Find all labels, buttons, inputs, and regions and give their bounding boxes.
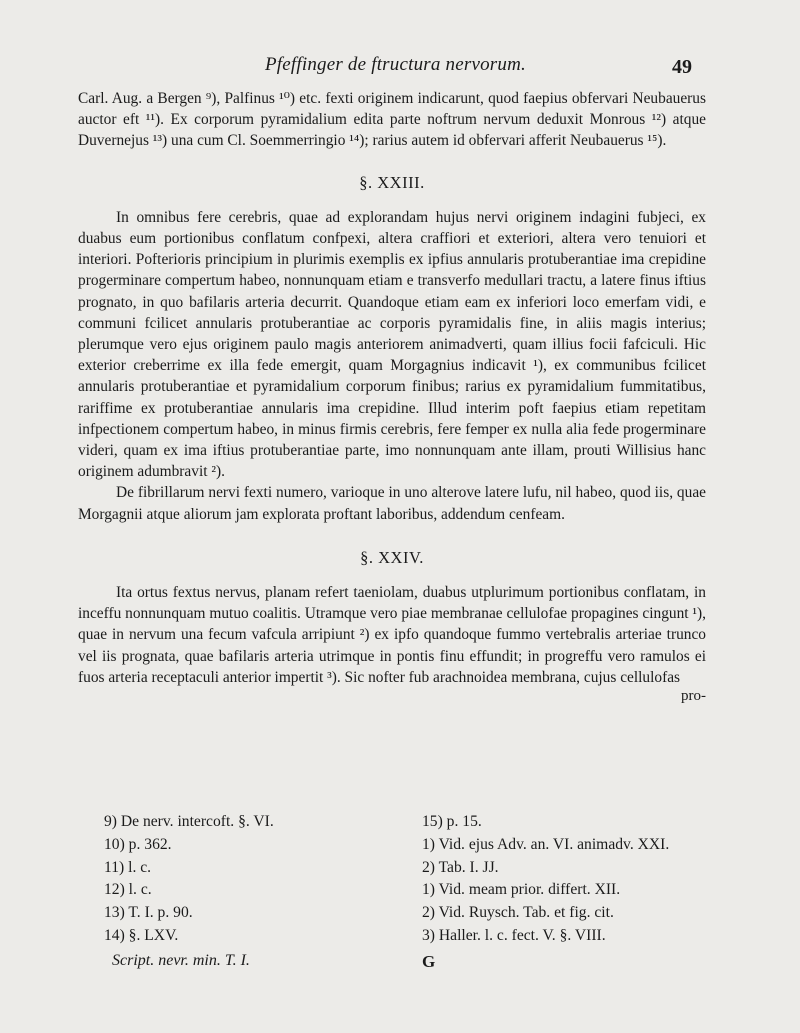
footnote: 1) Vid. meam prior. differt. XII. [422, 881, 621, 899]
section-title-23: §. XXIII. [359, 172, 425, 192]
page-header [0, 52, 800, 82]
footnote: 2) Tab. I. JJ. [422, 858, 499, 876]
footnote: 1) Vid. ejus Adv. an. VI. animadv. XXI. [422, 835, 670, 853]
footnote: 13) T. I. p. 90. [104, 904, 193, 922]
footnote: 15) p. 15. [422, 813, 482, 830]
section-24-paragraph-1: Ita ortus fextus nervus, planam refert taeniolam, duabus utplurimum portionibus conflatam, in inceffu nonnunquam mutuo coalitis. Utramque vero piae membranae cellulofae propagines cingunt ¹), quae in nervum una fecum vafcula arripiunt ²) ex ipfo quandoque fummo vertebralis arteriae trunco vel iis prognata, quae bafilaris arteria utrimque in pontis finu effundit; in progreffu vero ramulos ei fuos arteria receptaculi anterior impertit ³). Sic nofter fub arachnoidea membrana, cujus cellulofas [78, 584, 706, 686]
footnote: 14) §. LXV. [104, 926, 179, 944]
sheet-mark: G [422, 952, 436, 971]
catchword: pro- [681, 688, 706, 705]
signature-line: Script. nevr. min. T. I. [112, 952, 250, 969]
section-title-24: §. XXIV. [360, 547, 424, 567]
footnote: 9) De nerv. intercoft. §. VI. [104, 813, 274, 830]
section-23-paragraph-2: De fibrillarum nervi fexti numero, varioque in uno alterove latere lufu, nil habeo, quod iis, quae Morgagnii atque aliorum jam explorata proftant laboribus, addendum cenfeam. [78, 484, 706, 523]
footnote: 3) Haller. l. c. fect. V. §. VIII. [422, 926, 606, 944]
footnote: 10) p. 362. [104, 835, 172, 853]
page-number: 49 [672, 56, 692, 78]
footnote: 2) Vid. Ruysch. Tab. et fig. cit. [422, 904, 614, 922]
main-text [78, 88, 706, 707]
running-head: Pfeffinger de ftructura nervorum. [265, 54, 526, 75]
page-footer [0, 950, 800, 980]
footnote: 11) l. c. [104, 858, 152, 876]
footnotes-left [104, 811, 384, 948]
footnote: 12) l. c. [104, 881, 152, 899]
footnotes-right [422, 811, 722, 948]
intro-paragraph: Carl. Aug. a Bergen ⁹), Palfinus ¹⁰) etc. fexti originem indicarunt, quod faepius obfervari Neubauerus auctor eft ¹¹). Ex corporum pyramidalium edita parte noftrum nervum deduxit Monrous ¹²) atque Duvernejus ¹³) una cum Cl. Soemmerringio ¹⁴); rarius autem id obfervari afferit Neubauerus ¹⁵). [78, 90, 706, 150]
section-23-paragraph-1: In omnibus fere cerebris, quae ad explorandam hujus nervi originem indagini fubjeci, ex duabus eum portionibus conflatum confpexi, altera craffiori et exteriori, altera vero tenuiori et interiori. Pofterioris principium in plurimis exemplis ex ipfius annularis protuberantiae ima crepidine progerminare compertum habeo, nonnunquam etiam e transverfo medullari tractu, a latere finus iftius prognato, in quo bafilaris arteria decurrit. Quandoque etiam eam ex inferiori loco emerfam vidi, e communi fcilicet annularis protuberantiae ac corporis pyramidalis fine, in aliis magis interius; plerumque vero ejus originem paulo magis anteriorem animadverti, quam illius focii fafciculi. Hic exterior creberrime ex illa fede emergit, quam Morgagnius indicavit ¹), ex communibus fcilicet annularis protuberantiae et pyramidalium corporum finibus; rarius ex pyramidalium fummitatibus, rariffime ex protuberantiae annularis ima crepidine. Illud interim poft faepius etiam repetitam infpectionem compertum habeo, in minus firmis cerebris, fere femper ex nulla alia fede progerminare videri, quam ex ima iftius protuberantiae parte, imo nonnunquam ante illam, prouti Willisius hanc originem adumbravit ²). [78, 208, 706, 481]
